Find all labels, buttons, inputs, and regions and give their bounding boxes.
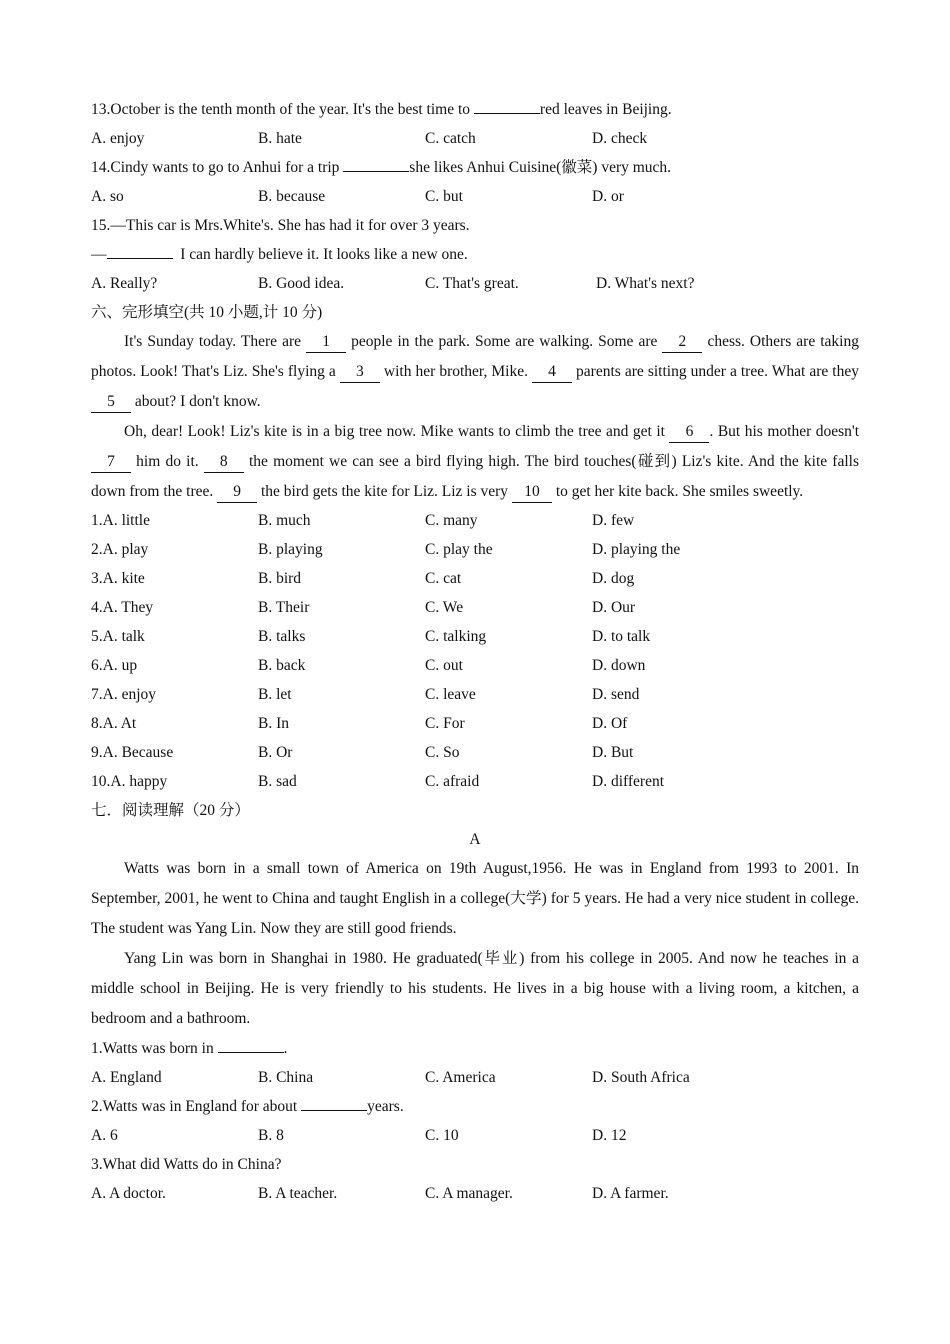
cloze-blank: 10 — [512, 482, 552, 503]
cloze-blank: 2 — [662, 332, 702, 353]
option-d: D. different — [592, 773, 665, 790]
option-c: C. catch — [425, 130, 476, 147]
cloze-option-row — [91, 622, 859, 651]
answer-blank — [343, 153, 409, 172]
options-15 — [91, 269, 859, 298]
option-d: D. Of — [592, 715, 628, 732]
question-15 — [91, 211, 859, 240]
question-text: 14.Cindy wants to go to Anhui for a trip — [91, 159, 344, 176]
option-b: B. Good idea. — [258, 275, 345, 292]
reading-question-1 — [91, 1034, 859, 1063]
option-b: B. sad — [258, 773, 297, 790]
option-d: D. to talk — [592, 628, 651, 645]
option-c: C. 10 — [425, 1127, 459, 1144]
option-b: B. because — [258, 188, 326, 205]
question-14 — [91, 153, 859, 182]
question-text: 2.Watts was in England for about — [91, 1098, 302, 1115]
option-d: D. few — [592, 512, 635, 529]
cloze-option-row — [91, 680, 859, 709]
option-d: D. 12 — [592, 1127, 627, 1144]
option-a: 4.A. They — [91, 599, 154, 616]
cloze-paragraph-1: It's Sunday today. There are 1 people in the park. Some are walking. Some are 2 chess. Others are taking photos. Look! That's Liz. She's flying a 3 with her brother, Mike. 4 parents are sitting under a tree. What are they 5 about? I don't know. — [91, 327, 859, 417]
option-c: C. but — [425, 188, 463, 205]
option-c: C. For — [425, 715, 465, 732]
cloze-blank: 7 — [91, 452, 131, 473]
cloze-blank: 9 — [217, 482, 257, 503]
option-d: D. check — [592, 130, 648, 147]
option-d: D. A farmer. — [592, 1185, 669, 1202]
answer-blank — [474, 95, 540, 114]
cloze-option-row — [91, 535, 859, 564]
question-text-cont: she likes Anhui Cuisine(徽菜) very much. — [409, 159, 672, 176]
cloze-blank: 4 — [532, 362, 572, 383]
option-a: 10.A. happy — [91, 773, 168, 790]
option-d: D. South Africa — [592, 1069, 690, 1086]
options-14 — [91, 182, 859, 211]
option-b: B. let — [258, 686, 292, 703]
section-6-heading: 六、完形填空(共 10 小题,计 10 分) — [91, 304, 323, 321]
option-a: 2.A. play — [91, 541, 149, 558]
question-text-cont: . — [283, 1040, 288, 1057]
option-b: B. In — [258, 715, 289, 732]
option-a: A. A doctor. — [91, 1185, 166, 1202]
cloze-options — [91, 506, 859, 796]
option-b: B. Or — [258, 744, 293, 761]
cloze-option-row — [91, 564, 859, 593]
reading-paragraph-2: Yang Lin was born in Shanghai in 1980. He graduated(毕业) from his college in 2005. And now he teaches in a middle school in Beijing. He is very friendly to his students. He lives in a big house with a living room, a kitchen, a bedroom and a bathroom. — [91, 950, 859, 1027]
option-b: B. hate — [258, 130, 302, 147]
option-c: C. A manager. — [425, 1185, 513, 1202]
option-d: D. send — [592, 686, 640, 703]
option-a: 3.A. kite — [91, 570, 145, 587]
question-text: 3.What did Watts do in China? — [91, 1156, 282, 1173]
reading-question-2 — [91, 1092, 859, 1121]
option-a: 1.A. little — [91, 512, 150, 529]
option-d: D. What's next? — [596, 275, 695, 292]
option-c: C. We — [425, 599, 464, 616]
option-b: B. bird — [258, 570, 302, 587]
option-a: 8.A. At — [91, 715, 137, 732]
dash: — — [91, 246, 107, 263]
cloze-option-row — [91, 506, 859, 535]
cloze-option-row — [91, 767, 859, 796]
question-text: 1.Watts was born in — [91, 1040, 218, 1057]
question-text: 15.—This car is Mrs.White's. She has had it for over 3 years. — [91, 217, 470, 234]
answer-blank — [301, 1092, 367, 1111]
option-b: B. back — [258, 657, 306, 674]
options-13 — [91, 124, 859, 153]
option-a: A. enjoy — [91, 130, 145, 147]
question-text-cont: I can hardly believe it. It looks like a new one. — [172, 246, 468, 263]
option-a: A. England — [91, 1069, 162, 1086]
option-d: D. But — [592, 744, 634, 761]
option-c: C. out — [425, 657, 463, 674]
option-b: B. A teacher. — [258, 1185, 338, 1202]
question-text-cont: red leaves in Beijing. — [539, 101, 672, 118]
reading-options-1 — [91, 1063, 859, 1092]
cloze-option-row — [91, 593, 859, 622]
option-c: C. many — [425, 512, 478, 529]
section-7-heading: 七．阅读理解（20 分） — [91, 802, 250, 819]
option-c: C. play the — [425, 541, 493, 558]
passage-label: A — [469, 831, 481, 848]
cloze-option-row — [91, 709, 859, 738]
cloze-blank: 6 — [669, 422, 709, 443]
option-a: 9.A. Because — [91, 744, 174, 761]
option-d: D. Our — [592, 599, 636, 616]
option-b: B. much — [258, 512, 311, 529]
option-c: C. America — [425, 1069, 496, 1086]
reading-options-2 — [91, 1121, 859, 1150]
option-c: C. leave — [425, 686, 476, 703]
exam-page — [91, 95, 859, 1208]
question-text-cont: years. — [367, 1098, 404, 1115]
option-b: B. 8 — [258, 1127, 284, 1144]
reading-question-3 — [91, 1150, 859, 1179]
option-a: 6.A. up — [91, 657, 138, 674]
option-a: 5.A. talk — [91, 628, 145, 645]
reading-paragraph-1: Watts was born in a small town of America on 19th August,1956. He was in England from 1993 to 2001. In September, 2001, he went to China and taught English in a college(大学) for 5 years. He had a very nice student in college. The student was Yang Lin. Now they are still good friends. — [91, 860, 859, 937]
cloze-blank: 8 — [204, 452, 244, 473]
cloze-paragraph-2: Oh, dear! Look! Liz's kite is in a big tree now. Mike wants to climb the tree and get it 6 . But his mother doesn't 7 him do it. 8 the moment we can see a bird flying high. The bird touches(碰到) Liz's kite. And the kite falls down from the tree. 9 the bird gets the kite for Liz. Liz is very 10 to get her kite back. She smiles sweetly. — [91, 417, 859, 507]
option-b: B. China — [258, 1069, 314, 1086]
reading-options-3 — [91, 1179, 859, 1208]
option-a: A. 6 — [91, 1127, 118, 1144]
option-b: B. Their — [258, 599, 310, 616]
option-b: B. talks — [258, 628, 306, 645]
option-c: C. cat — [425, 570, 462, 587]
option-b: B. playing — [258, 541, 323, 558]
cloze-blank: 3 — [340, 362, 380, 383]
option-a: 7.A. enjoy — [91, 686, 157, 703]
option-d: D. or — [592, 188, 624, 205]
cloze-option-row — [91, 738, 859, 767]
option-d: D. down — [592, 657, 646, 674]
cloze-blank: 5 — [91, 392, 131, 413]
option-c: C. That's great. — [425, 275, 519, 292]
option-c: C. talking — [425, 628, 487, 645]
option-c: C. afraid — [425, 773, 480, 790]
answer-blank — [107, 240, 173, 259]
question-15-reply — [91, 240, 859, 269]
question-text: 13.October is the tenth month of the year. It's the best time to — [91, 101, 474, 118]
answer-blank — [218, 1034, 284, 1053]
option-d: D. playing the — [592, 541, 681, 558]
option-a: A. so — [91, 188, 124, 205]
option-d: D. dog — [592, 570, 635, 587]
question-13 — [91, 95, 859, 124]
cloze-option-row — [91, 651, 859, 680]
option-a: A. Really? — [91, 275, 158, 292]
option-c: C. So — [425, 744, 460, 761]
cloze-blank: 1 — [306, 332, 346, 353]
